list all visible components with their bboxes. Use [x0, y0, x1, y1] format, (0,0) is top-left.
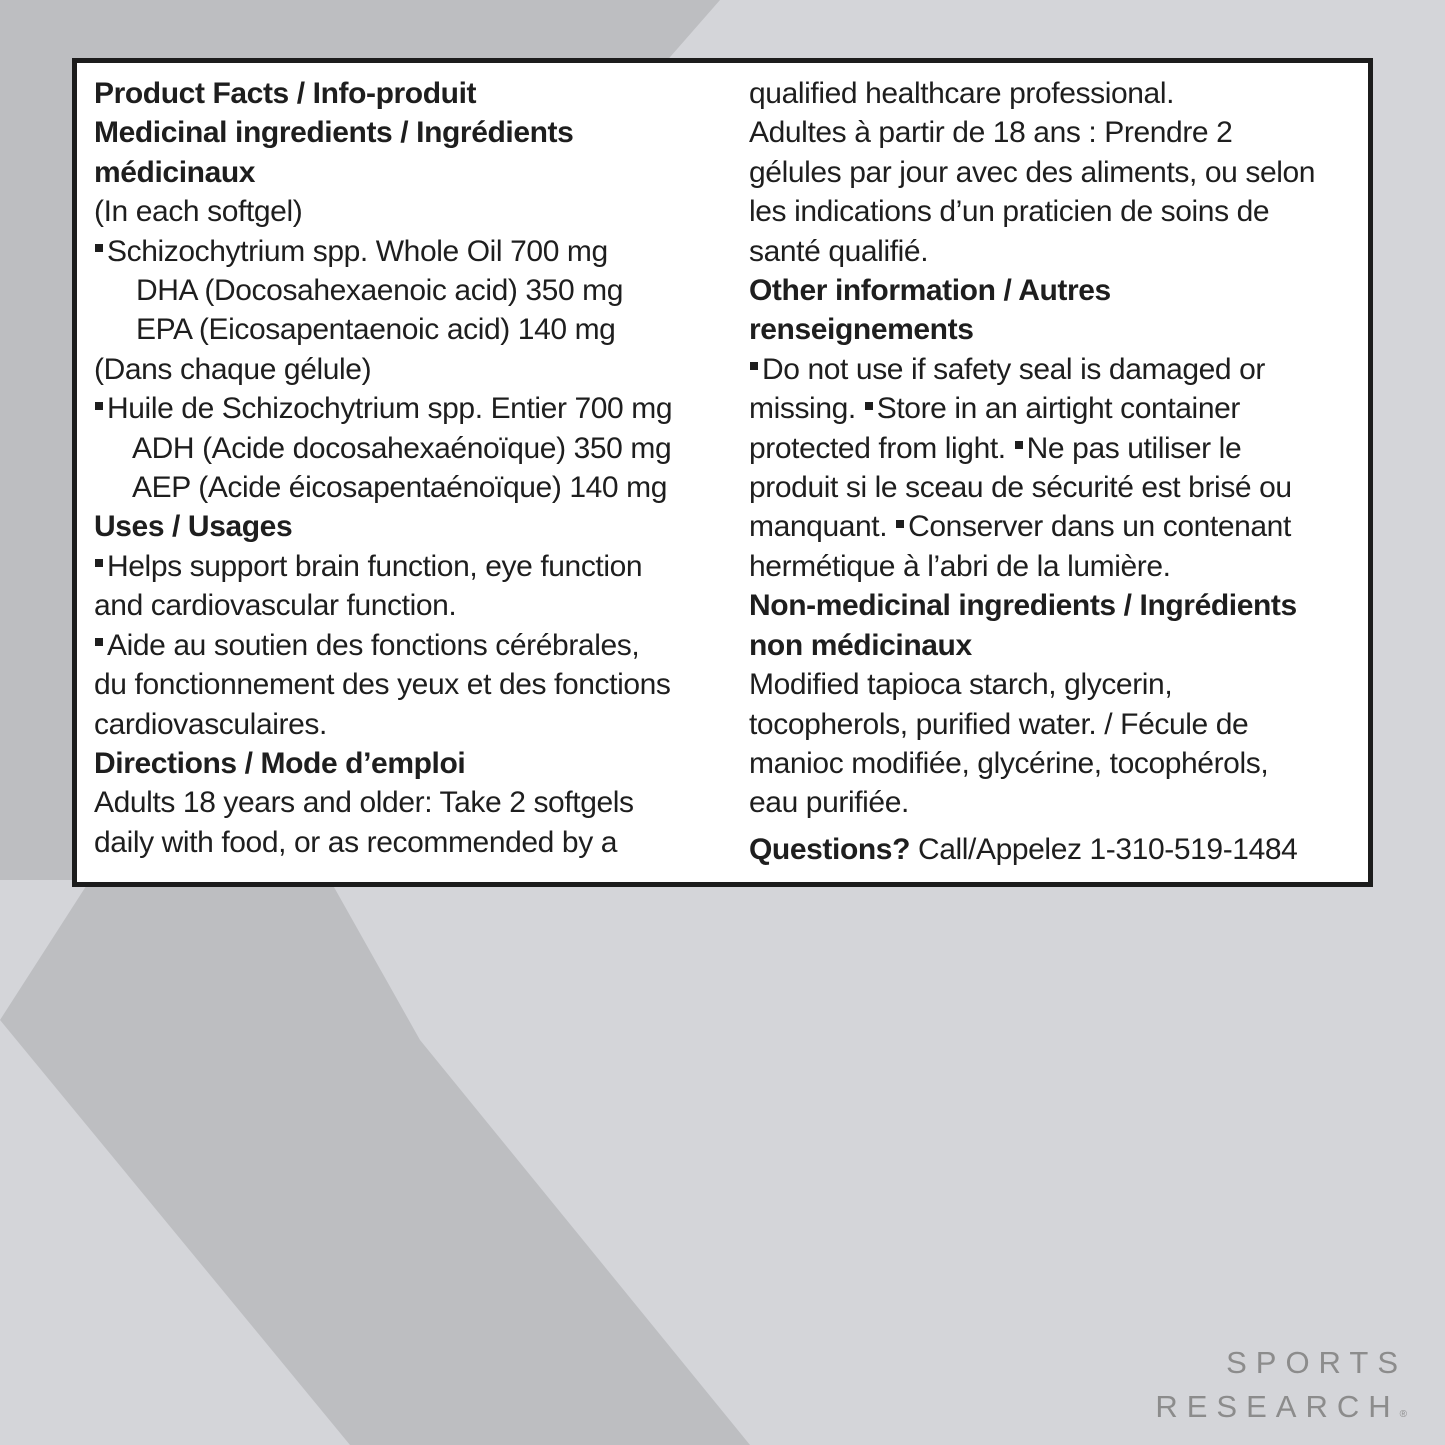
other-info-text-3b: Ne pas utiliser le	[1026, 431, 1242, 465]
non-medicinal-line-2: tocopherols, purified water. / Fécule de	[749, 707, 1249, 741]
other-info-line-6: hermétique à l’abri de la lumière.	[749, 549, 1171, 583]
questions-phone: Call/Appelez 1-310-519-1484	[917, 832, 1298, 866]
other-info-text-1: Do not use if safety seal is damaged or	[762, 352, 1266, 386]
bullet-icon	[95, 559, 103, 567]
product-facts-title: Product Facts / Info-produit	[94, 77, 477, 110]
non-medicinal-line-1: Modified tapioca starch, glycerin,	[749, 668, 1173, 702]
uses-fr-line	[94, 626, 744, 665]
medicinal-ingredients-heading: Medicinal ingredients / Ingrédients	[94, 116, 574, 150]
in-each-softgel-fr: (Dans chaque gélule)	[94, 352, 372, 386]
uses-en-line	[94, 547, 744, 586]
right-column	[749, 74, 1369, 869]
other-information-heading: Other information / Autres	[749, 274, 1111, 308]
brand-line-2-text: RESEARCH	[1155, 1389, 1400, 1424]
directions-line-1: Adults 18 years and older: Take 2 softgels	[94, 786, 634, 820]
registered-mark: ®	[1399, 1409, 1407, 1420]
ingredient-oil-en	[94, 232, 744, 271]
bullet-icon	[95, 638, 103, 646]
questions-line	[749, 830, 1369, 869]
uses-fr-line-3: cardiovasculaires.	[94, 707, 327, 741]
bullet-icon	[865, 402, 873, 410]
ingredient-epa-en: EPA (Eicosapentaenoic acid) 140 mg	[136, 313, 616, 347]
other-info-line-1	[749, 350, 1369, 389]
other-info-text-5a: manquant.	[749, 510, 888, 544]
uses-en-line-2: and cardiovascular function.	[94, 589, 457, 623]
directions-line-3: qualified healthcare professional.	[749, 77, 1175, 110]
uses-en-text: Helps support brain function, eye function	[107, 549, 643, 583]
left-column	[94, 74, 744, 862]
directions-line-2: daily with food, or as recommended by a	[94, 825, 618, 859]
bullet-icon	[95, 402, 103, 410]
ingredient-oil-fr-text: Huile de Schizochytrium spp. Entier 700 mg	[107, 392, 673, 426]
other-info-line-3	[749, 429, 1369, 468]
non-medicinal-heading: Non-medicinal ingredients / Ingrédients	[749, 589, 1297, 623]
non-medicinal-heading-cont: non médicinaux	[749, 628, 972, 662]
medicinal-ingredients-heading-cont: médicinaux	[94, 155, 256, 189]
ingredient-dha-fr: ADH (Acide docosahexaénoïque) 350 mg	[132, 431, 672, 465]
brand-logo	[1155, 1341, 1407, 1437]
directions-fr-line-1: Adultes à partir de 18 ans : Prendre 2	[749, 116, 1233, 150]
non-medicinal-line-4: eau purifiée.	[749, 786, 909, 820]
other-info-line-4: produit si le sceau de sécurité est brisé ou	[749, 471, 1292, 505]
uses-heading: Uses / Usages	[94, 510, 293, 544]
other-info-text-5b: Conserver dans un contenant	[908, 510, 1291, 544]
other-info-text-3a: protected from light.	[749, 431, 1006, 465]
ingredient-dha-en: DHA (Docosahexaenoic acid) 350 mg	[136, 274, 624, 308]
bullet-icon	[896, 520, 904, 528]
directions-heading: Directions / Mode d’emploi	[94, 746, 466, 780]
bullet-icon	[95, 244, 103, 252]
other-info-line-5	[749, 507, 1369, 546]
non-medicinal-line-3: manioc modifiée, glycérine, tocophérols,	[749, 746, 1269, 780]
directions-fr-line-2: gélules par jour avec des aliments, ou selon	[749, 155, 1316, 189]
other-info-line-2	[749, 389, 1369, 428]
ingredient-oil-en-text: Schizochytrium spp. Whole Oil 700 mg	[107, 234, 608, 268]
ingredient-oil-fr	[94, 389, 744, 428]
uses-fr-text: Aide au soutien des fonctions cérébrales,	[107, 628, 640, 662]
directions-fr-line-4: santé qualifié.	[749, 234, 929, 268]
brand-line-2	[1155, 1385, 1407, 1437]
product-facts-panel	[72, 58, 1373, 887]
brand-line-1: SPORTS	[1226, 1345, 1407, 1380]
ingredient-epa-fr: AEP (Acide éicosapentaénoïque) 140 mg	[132, 471, 668, 505]
in-each-softgel: (In each softgel)	[94, 195, 303, 229]
other-info-text-2a: missing.	[749, 392, 856, 426]
uses-fr-line-2: du fonctionnement des yeux et des fonctions	[94, 668, 671, 702]
bullet-icon	[1015, 441, 1023, 449]
directions-fr-line-3: les indications d’un praticien de soins de	[749, 195, 1270, 229]
bullet-icon	[750, 362, 758, 370]
other-information-heading-cont: renseignements	[749, 313, 974, 347]
other-info-text-2b: Store in an airtight container	[876, 392, 1240, 426]
questions-label: Questions?	[749, 832, 911, 866]
